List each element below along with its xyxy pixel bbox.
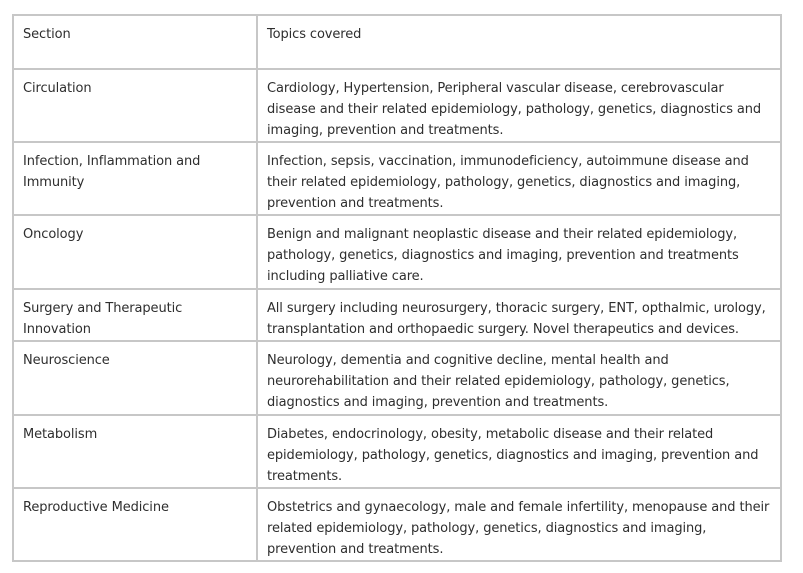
topics-cell: Infection, sepsis, vaccination, immunodeficiency, autoimmune disease and their related epidemiology, pathology, genetics, diagnostics and imaging, prevention and treatments. [257, 142, 781, 215]
table-row [13, 415, 781, 488]
header-topics: Topics covered [257, 15, 781, 69]
section-cell: Infection, Inflammation and Immunity [13, 142, 257, 215]
table-row [13, 142, 781, 215]
section-cell: Surgery and Therapeutic Innovation [13, 289, 257, 341]
table-row [13, 341, 781, 415]
table-row [13, 215, 781, 289]
topics-cell: Cardiology, Hypertension, Peripheral vascular disease, cerebrovascular disease and their related epidemiology, pathology, genetics, diagnostics and imaging, prevention and treatments. [257, 69, 781, 142]
section-cell: Circulation [13, 69, 257, 142]
section-cell: Oncology [13, 215, 257, 289]
header-section: Section [13, 15, 257, 69]
section-cell: Reproductive Medicine [13, 488, 257, 561]
topics-table [12, 14, 782, 562]
topics-cell: Benign and malignant neoplastic disease and their related epidemiology, pathology, genetics, diagnostics and imaging, prevention and treatments including palliative care. [257, 215, 781, 289]
topics-table-container [12, 14, 782, 562]
topics-cell: Neurology, dementia and cognitive decline, mental health and neurorehabilitation and their related epidemiology, pathology, genetics, diagnostics and imaging, prevention and treatments. [257, 341, 781, 415]
topics-cell: All surgery including neurosurgery, thoracic surgery, ENT, opthalmic, urology, transplantation and orthopaedic surgery. Novel therapeutics and devices. [257, 289, 781, 341]
section-cell: Neuroscience [13, 341, 257, 415]
topics-cell: Diabetes, endocrinology, obesity, metabolic disease and their related epidemiology, pathology, genetics, diagnostics and imaging, prevention and treatments. [257, 415, 781, 488]
table-row [13, 69, 781, 142]
section-cell: Metabolism [13, 415, 257, 488]
table-header-row [13, 15, 781, 69]
table-row [13, 289, 781, 341]
table-row [13, 488, 781, 561]
topics-cell: Obstetrics and gynaecology, male and female infertility, menopause and their related epidemiology, pathology, genetics, diagnostics and imaging, prevention and treatments. [257, 488, 781, 561]
